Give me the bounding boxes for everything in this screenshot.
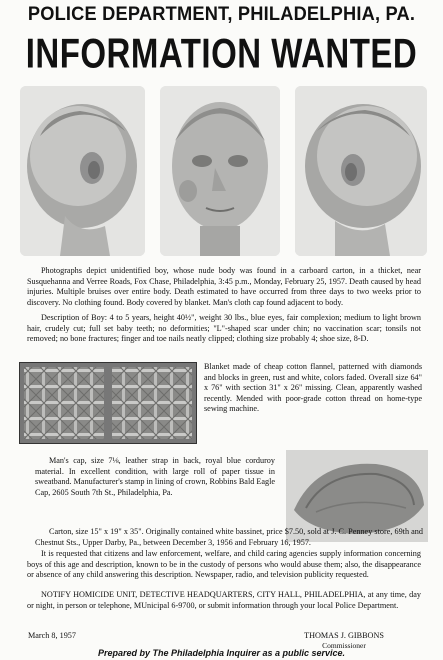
request-paragraph: It is requested that citizens and law enforcement, welfare, and child caring agencies supply information concerning boys of this age and description, known to be in the custody of persons who would abuse them; also, the disappearance or absence of any child answering this description. Newspaper, radio, and television publicity requested. <box>27 549 421 579</box>
footer-credit: Prepared by The Philadelphia Inquirer as a public service. <box>97 648 346 658</box>
carton-paragraph: Carton, size 15" x 19" x 35". Originally contained white bassinet, price $7.50, sold at J. C. Penney store, 69th and Chestnut Sts., Upper Darby, Pa., between December 3, 1956 and February 16, 1957. <box>35 527 423 547</box>
intro-paragraph: Photographs depict unidentified boy, whose nude body was found in a carboard carton, in a thicket, near Susquehanna and Verree Roads, Fox Chase, Philadelphia, 3:45 p.m., Monday, February 25, 1957. Death caused by head injuries. Multiple bruises over entire body. Death estimated to have occurred from three days to two weeks prior to discovery. No clothing found. Body covered by blanket. Man's cloth cap found adjacent to body. <box>27 266 421 307</box>
blanket-photo <box>19 362 197 444</box>
issue-date: March 8, 1957 <box>28 631 76 640</box>
photo-right-profile <box>295 86 427 256</box>
cap-paragraph: Man's cap, size 7⅛, leather strap in back, royal blue corduroy material. In excellent condition, with large roll of paper tissue in sweatband. Manufacturer's stamp in lining of crown, Robbins Bald Eagle Cap, 2605 South 7th St., Philadelphia, Pa. <box>35 456 275 497</box>
department-heading: POLICE DEPARTMENT, PHILADELPHIA, PA. <box>27 4 416 25</box>
signature-title: Commissioner <box>322 641 366 650</box>
blanket-paragraph: Blanket made of cheap cotton flannel, patterned with diamonds and blocks in green, rust and white, colors faded. Overall size 64" x 76" with section 31" x 26" missing. Clean, apparently washed recently. Mended with poor-grade cotton thread on home-type sewing machine. <box>204 362 422 413</box>
information-wanted-heading: INFORMATION WANTED <box>25 30 418 77</box>
notify-paragraph: NOTIFY HOMICIDE UNIT, DETECTIVE HEADQUARTERS, CITY HALL, PHILADELPHIA, at any time, day or night, in person or telephone, MUnicipal 6-9700, or submit information through your local Police Department. <box>27 590 421 610</box>
signature-name: THOMAS J. GIBBONS <box>304 631 384 640</box>
description-paragraph: Description of Boy: 4 to 5 years, height 40½", weight 30 lbs., blue eyes, fair complexion; medium to light brown hair, crudely cut; full set baby teeth; no deformities; "L"-shaped scar under chin; no vaccination scar; tonsils not removed; no bone fractures; finger and toe nails neatly clipped; clothing size probably 4; shoe size, 8-D. <box>27 313 421 343</box>
photo-left-profile <box>20 86 145 256</box>
photo-front-face <box>160 86 280 256</box>
